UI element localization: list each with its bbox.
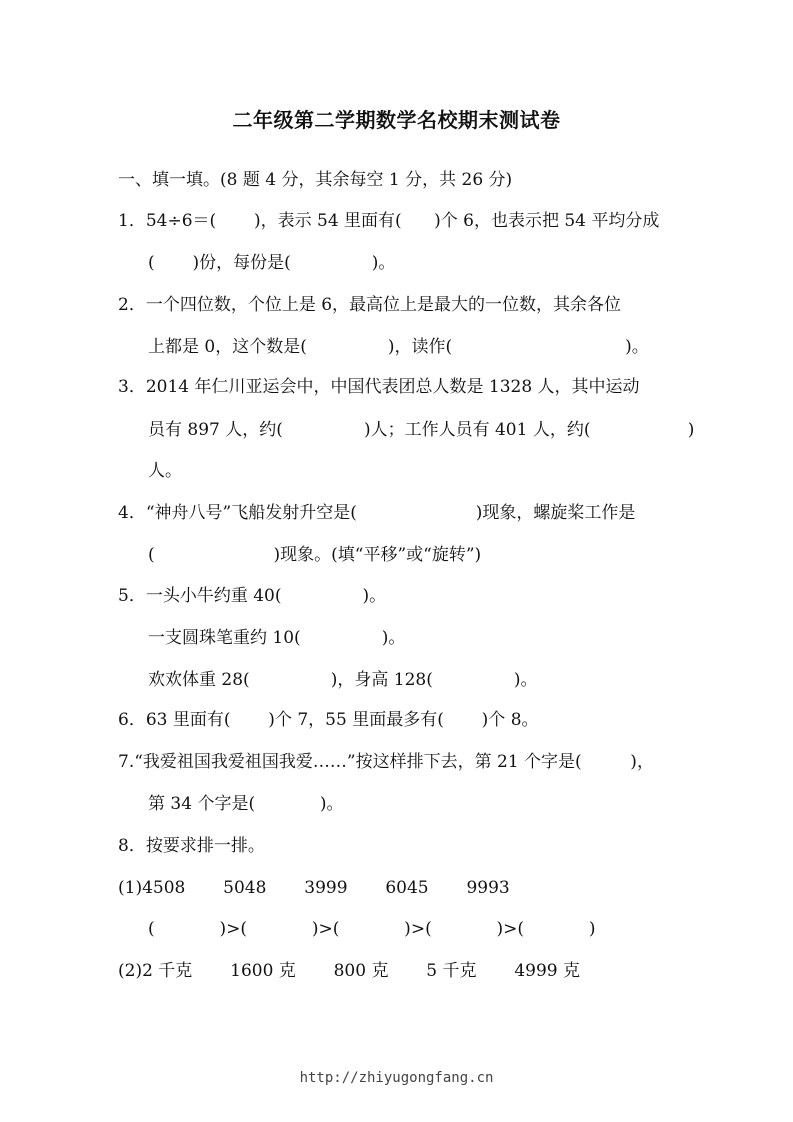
question-3-line-1: 3．2014 年仁川亚运会中，中国代表团总人数是 1328 人，其中运动	[118, 377, 640, 397]
question-6-line-1: 6．63 里面有( )个 7，55 里面最多有( )个 8。	[118, 710, 539, 730]
page-title: 二年级第二学期数学名校期末测试卷	[232, 108, 561, 132]
q8-part1-blanks: ( )>( )>( )>( )>( )	[148, 919, 596, 939]
question-8-line-1: 8．按要求排一排。	[118, 836, 265, 856]
question-5-line-2: 一支圆珠笔重约 10( )。	[148, 628, 406, 648]
question-4-line-2: ( )现象。(填“平移”或“旋转”)	[148, 545, 482, 565]
question-2-line-1: 2．一个四位数，个位上是 6，最高位上是最大的一位数，其余各位	[118, 295, 622, 315]
question-7-line-2: 第 34 个字是( )。	[148, 794, 344, 814]
question-2-line-2: 上都是 0，这个数是( )，读作( )。	[148, 337, 649, 357]
question-1-line-2: ( )份，每份是( )。	[148, 253, 396, 273]
question-3-line-2: 员有 897 人，约( )人；工作人员有 401 人，约( )	[148, 420, 695, 440]
q8-part1-numbers: (1)4508 5048 3999 6045 9993	[118, 878, 510, 898]
q8-part2-numbers: (2)2 千克 1600 克 800 克 5 千克 4999 克	[118, 961, 581, 981]
question-5-line-1: 5．一头小牛约重 40( )。	[118, 586, 387, 606]
question-1-line-1: 1．54÷6＝( )，表示 54 里面有( )个 6，也表示把 54 平均分成	[118, 211, 660, 231]
question-5-line-3: 欢欢体重 28( )，身高 128( )。	[148, 670, 538, 690]
footer-url: http://zhiyugongfang.cn	[299, 1070, 494, 1086]
question-3-line-3: 人。	[148, 461, 182, 481]
question-4-line-1: 4．“神舟八号”飞船发射升空是( )现象，螺旋桨工作是	[118, 503, 636, 523]
question-7-line-1: 7.“我爱祖国我爱祖国我爱……”按这样排下去，第 21 个字是( )，	[118, 752, 654, 772]
section-heading: 一、填一填。(8 题 4 分，其余每空 1 分，共 26 分)	[118, 170, 513, 190]
